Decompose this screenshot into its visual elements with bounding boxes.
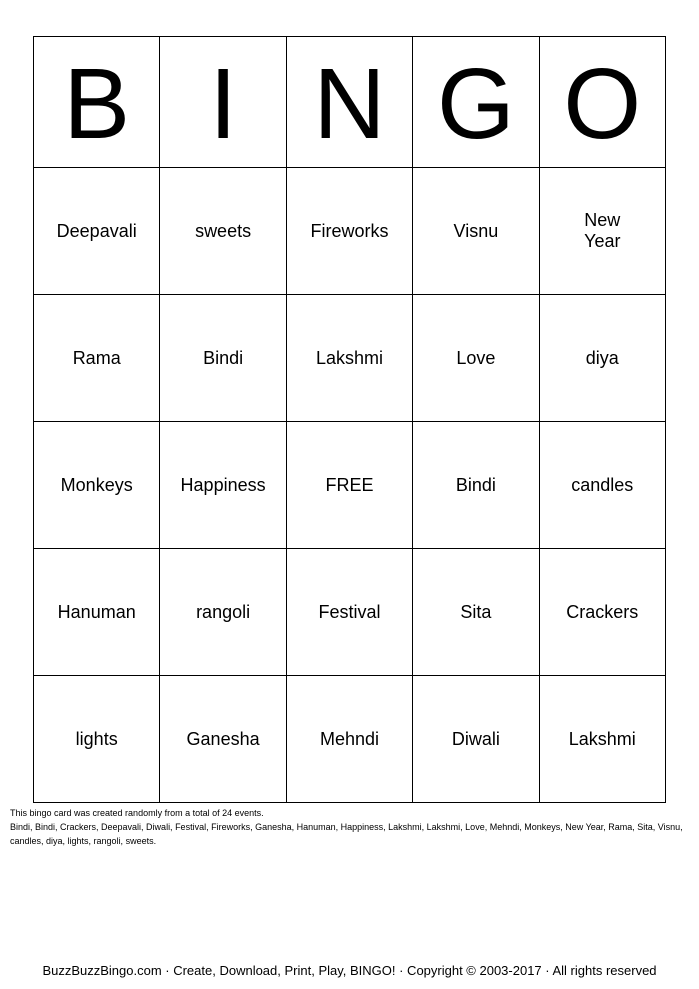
bingo-cell — [539, 422, 665, 549]
cell-label: rangoli — [196, 601, 251, 622]
bingo-cell — [34, 295, 160, 422]
cell-label: Ganesha — [186, 728, 260, 749]
bingo-cell — [413, 422, 539, 549]
cell-label: Lakshmi — [315, 347, 383, 368]
cell-label: Sita — [460, 601, 492, 622]
header-letter-i: I — [160, 37, 286, 168]
footer-copyright: BuzzBuzzBingo.com · Create, Download, Print, Play, BINGO! · Copyright © 2003-2017 · All rights reserved — [42, 963, 657, 978]
bingo-row — [34, 422, 666, 549]
header-letter-b: B — [34, 37, 160, 168]
cell-label: Visnu — [453, 220, 499, 241]
cell-label: Diwali — [451, 728, 500, 749]
bingo-cell — [539, 168, 665, 295]
bingo-cell — [413, 295, 539, 422]
bingo-card — [33, 36, 666, 803]
cell-label: lights — [75, 728, 118, 749]
bingo-header-row — [34, 37, 666, 168]
header-letter-o: O — [539, 37, 665, 168]
bingo-cell — [286, 676, 412, 803]
free-space-label: FREE — [325, 474, 374, 495]
cell-label: Rama — [72, 347, 121, 368]
bingo-cell — [413, 168, 539, 295]
cell-label: Monkeys — [60, 474, 133, 495]
bingo-cell — [160, 549, 286, 676]
cell-label: Fireworks — [310, 220, 389, 241]
header-letter-n: N — [286, 37, 412, 168]
bingo-cell — [286, 549, 412, 676]
bingo-cell — [160, 295, 286, 422]
bingo-cell — [34, 676, 160, 803]
cell-label: Bindi — [203, 347, 244, 368]
cell-label: Happiness — [180, 474, 266, 495]
bingo-row — [34, 676, 666, 803]
bingo-cell — [413, 676, 539, 803]
card-info-summary: This bingo card was created randomly from a total of 24 events. — [10, 808, 264, 818]
bingo-row — [34, 295, 666, 422]
cell-label: Bindi — [455, 474, 496, 495]
free-space-cell — [286, 422, 412, 549]
bingo-row — [34, 549, 666, 676]
header-letter-g: G — [413, 37, 539, 168]
cell-label: Hanuman — [57, 601, 136, 622]
bingo-cell — [413, 549, 539, 676]
cell-label: Festival — [318, 601, 381, 622]
bingo-cell — [160, 168, 286, 295]
card-info — [10, 806, 690, 848]
cell-label: sweets — [195, 220, 252, 241]
cell-label: candles — [571, 474, 634, 495]
bingo-cell — [34, 422, 160, 549]
bingo-cell — [160, 422, 286, 549]
bingo-cell — [160, 676, 286, 803]
cell-label: Love — [456, 347, 496, 368]
cell-label: Lakshmi — [568, 728, 636, 749]
bingo-cell — [286, 295, 412, 422]
cell-label: Crackers — [566, 601, 639, 622]
bingo-row — [34, 168, 666, 295]
bingo-cell — [34, 168, 160, 295]
card-info-event-list: Bindi, Bindi, Crackers, Deepavali, Diwali, Festival, Fireworks, Ganesha, Hanuman, Happiness, Lakshmi, Lakshmi, Love, Mehndi, Monkeys, New Year, Rama, Sita, Visnu, candles, diya, lights, rangoli, sweets. — [10, 822, 683, 846]
bingo-cell — [34, 549, 160, 676]
cell-label: diya — [585, 347, 619, 368]
cell-label: Mehndi — [319, 728, 379, 749]
cell-label: New Year — [584, 210, 621, 251]
bingo-cell — [539, 549, 665, 676]
cell-label: Deepavali — [56, 220, 137, 241]
bingo-cell — [539, 676, 665, 803]
bingo-cell — [286, 168, 412, 295]
bingo-cell — [539, 295, 665, 422]
